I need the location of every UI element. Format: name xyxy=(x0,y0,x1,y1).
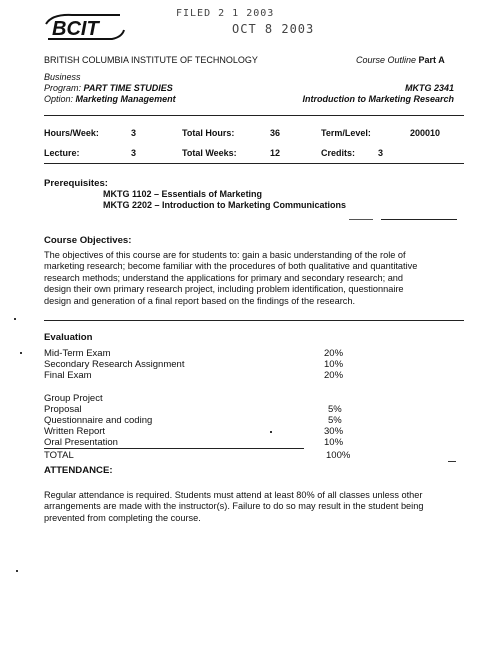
program-label: Program: xyxy=(44,83,82,93)
hours-week-value: 3 xyxy=(131,128,137,138)
attendance-line: arrangements are made with the instructor(s). Failure to do so may result in the student being xyxy=(44,501,424,512)
attendance-line: Regular attendance is required. Students must attend at least 80% of all classes unless other xyxy=(44,490,423,500)
scan-speck xyxy=(14,318,16,320)
evaluation-item-value: 10% xyxy=(324,359,344,370)
lecture-value: 3 xyxy=(131,148,137,158)
attendance-heading: ATTENDANCE: xyxy=(44,465,113,476)
total-hours-value: 36 xyxy=(270,128,281,138)
course-outline-part: Part A xyxy=(418,55,445,65)
group-item-label: Oral Presentation xyxy=(44,437,118,448)
option-value: Marketing Management xyxy=(75,94,176,104)
stats-divider xyxy=(44,163,464,164)
option-line xyxy=(44,94,176,104)
group-item-label: Written Report xyxy=(44,426,106,437)
objectives-line: The objectives of this course are for students to: gain a basic understanding of the role of xyxy=(44,250,406,260)
prerequisite-item: MKTG 2202 – Introduction to Marketing Communications xyxy=(103,200,347,210)
objectives-line: design and generation of a final report based on the findings of the research. xyxy=(44,295,356,306)
evaluation-item-label: Secondary Research Assignment xyxy=(44,359,185,370)
evaluation-item-label: Final Exam xyxy=(44,370,92,381)
course-outline-label xyxy=(356,55,445,65)
objectives-paragraph xyxy=(44,250,454,307)
evaluation-item xyxy=(44,359,464,370)
credits-value: 3 xyxy=(378,148,384,158)
evaluation-total xyxy=(44,450,464,461)
program-value: PART TIME STUDIES xyxy=(83,83,173,93)
objectives-heading: Course Objectives: xyxy=(44,235,132,246)
scan-speck xyxy=(16,570,18,572)
header-divider xyxy=(44,115,464,116)
course-title: Introduction to Marketing Research xyxy=(302,94,454,104)
total-hours-label: Total Hours: xyxy=(182,128,235,138)
evaluation-item-value: 20% xyxy=(324,370,344,381)
credits-label: Credits: xyxy=(321,148,356,158)
group-item-value: 10% xyxy=(324,437,344,448)
institute-name: BRITISH COLUMBIA INSTITUTE OF TECHNOLOGY xyxy=(44,55,258,65)
attendance-paragraph xyxy=(44,490,454,524)
attendance-line: prevented from completing the course. xyxy=(44,512,201,523)
dash-mark xyxy=(349,219,373,220)
objectives-divider xyxy=(44,320,464,321)
course-code: MKTG 2341 xyxy=(404,83,454,93)
total-value: 100% xyxy=(326,450,351,461)
total-weeks-value: 12 xyxy=(270,148,281,158)
lecture-label: Lecture: xyxy=(44,148,80,158)
evaluation-item-label: Mid-Term Exam xyxy=(44,348,111,359)
total-label: TOTAL xyxy=(44,450,74,461)
program-line xyxy=(44,83,173,93)
group-item-value: 5% xyxy=(328,404,342,415)
objectives-line: research methods; understand the applications for primary and secondary research; and xyxy=(44,272,404,283)
scan-speck xyxy=(270,431,272,433)
evaluation-heading: Evaluation xyxy=(44,332,93,343)
stamp-line-2: OCT 8 2003 xyxy=(232,22,315,36)
group-project-heading: Group Project xyxy=(44,393,103,404)
course-outline-text: Course Outline xyxy=(356,55,417,65)
group-item-label: Proposal xyxy=(44,404,82,415)
evaluation-item xyxy=(44,348,464,359)
stamp-line-1: FILED 2 1 2003 xyxy=(176,8,275,19)
hours-week-label: Hours/Week: xyxy=(44,128,99,138)
term-label: Term/Level: xyxy=(321,128,371,138)
group-item xyxy=(44,404,464,415)
evaluation-item-value: 20% xyxy=(324,348,344,359)
prereq-divider xyxy=(381,219,457,220)
bcit-logo xyxy=(42,10,126,44)
group-item-label: Questionnaire and coding xyxy=(44,415,153,426)
svg-text:BCIT: BCIT xyxy=(52,18,99,40)
evaluation-item xyxy=(44,370,464,381)
prerequisite-item: MKTG 1102 – Essentials of Marketing xyxy=(103,189,263,199)
group-item-value: 30% xyxy=(324,426,344,437)
group-item xyxy=(44,426,464,437)
group-item xyxy=(44,437,464,448)
total-weeks-label: Total Weeks: xyxy=(182,148,237,158)
scan-speck xyxy=(20,352,22,354)
prerequisites-heading: Prerequisites: xyxy=(44,178,108,189)
objectives-line: design their own primary research project, including problem identification, questionnaire xyxy=(44,284,404,295)
group-item-value: 5% xyxy=(328,415,342,426)
school-name: Business xyxy=(44,72,81,82)
option-label: Option: xyxy=(44,94,74,104)
total-divider xyxy=(44,448,304,449)
scan-speck xyxy=(448,461,456,462)
group-item xyxy=(44,415,464,426)
term-value: 200010 xyxy=(410,128,441,138)
objectives-line: marketing research; become familiar with the procedures of both qualitative and quantitative xyxy=(44,261,418,272)
